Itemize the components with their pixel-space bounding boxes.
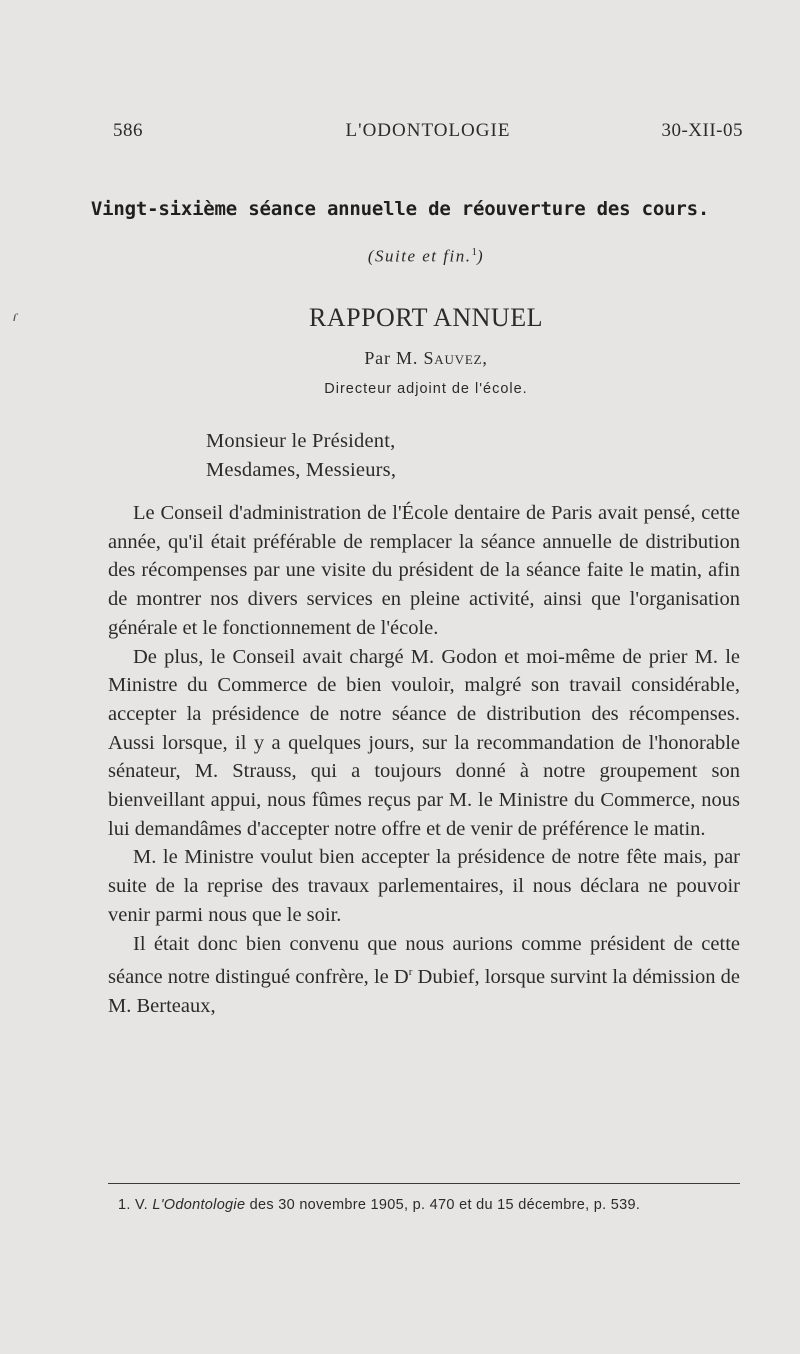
article-subline: [0, 246, 800, 267]
author-name: Sauvez,: [423, 348, 488, 368]
salutation-line: Monsieur le Président,: [206, 430, 396, 452]
paragraph-text: Dubief, lorsque survint la démission de M. Berteaux,: [108, 966, 740, 1017]
footnote-number: 1.: [118, 1197, 131, 1213]
byline: [0, 348, 800, 369]
footnote-text: des 30 novembre 1905, p. 470 et du 15 décembre, p. 539.: [249, 1197, 641, 1213]
footnote: [118, 1197, 740, 1213]
subline-text: (Suite et fin.: [367, 246, 472, 266]
footnote-divider: [108, 1183, 740, 1184]
paragraph: M. le Ministre voulut bien accepter la présidence de notre fête mais, par suite de la reprise des travaux parlementaires, il nous déclara ne pouvoir venir parmi nous que le soir.: [108, 846, 740, 926]
paragraph: Le Conseil d'administration de l'École dentaire de Paris avait pensé, cette année, qu'il était préférable de remplacer la séance annuelle de distribution des récompenses par une visite du président de la séance faite le matin, afin de montrer nos divers services en pleine activité, ainsi que l'organisation générale et le fonctionnement de l'école.: [108, 502, 740, 639]
paragraph: [108, 930, 740, 1021]
doctor-abbrev-sup: r: [408, 966, 413, 979]
author-role: Directeur adjoint de l'école.: [324, 381, 528, 397]
margin-mark: ɾ: [12, 308, 18, 325]
issue-date: 30-XII-05: [661, 120, 743, 141]
footnote-journal: L'Odontologie: [152, 1197, 246, 1213]
paragraph-text: Il était donc bien convenu que nous aurions comme président de cette séance notre distingué confrère, le D: [108, 932, 740, 989]
subline-close: ): [476, 246, 485, 266]
salutation-line: Mesdames, Messieurs,: [206, 459, 397, 481]
journal-title: L'ODONTOLOGIE: [345, 120, 511, 141]
footnote-text: V.: [135, 1197, 149, 1213]
running-head: [113, 120, 743, 146]
page-number: 586: [113, 120, 143, 141]
paragraph: De plus, le Conseil avait chargé M. Godon et moi-même de prier M. le Ministre du Commerce de bien vouloir, malgré son travail considérable, accepter la présidence de notre séance de distribution des récompenses. Aussi lorsque, il y a quelques jours, sur la recommandation de l'honorable sénateur, M. Strauss, qui a toujours donné à notre groupement son bienveillant appui, nous fûmes reçus par M. le Ministre du Commerce, nous lui demandâmes d'accepter notre offre et de venir de préférence le matin.: [108, 645, 740, 840]
article-body: [108, 499, 740, 1020]
section-title: RAPPORT ANNUEL: [309, 303, 543, 332]
byline-prefix: Par M.: [364, 348, 419, 368]
article-headline: Vingt-sixième séance annuelle de réouverture des cours.: [90, 198, 710, 220]
footnote-ref: 1: [471, 246, 477, 258]
